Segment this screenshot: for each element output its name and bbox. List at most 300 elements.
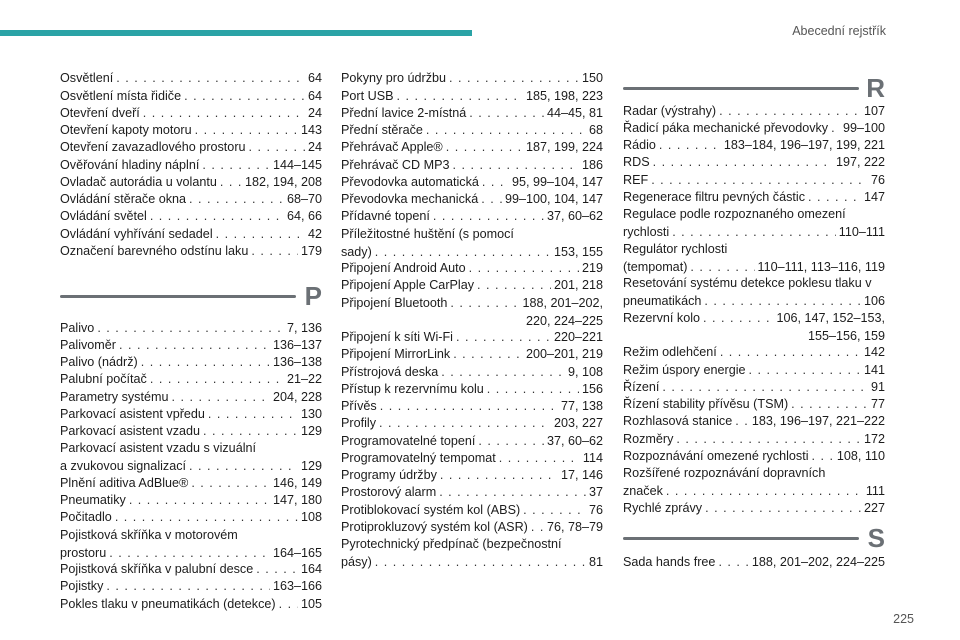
index-entry-label: Přehrávač Apple® [341,140,443,154]
index-entry-line [623,379,885,397]
index-entry-pages: 144–145 [272,158,322,172]
dot-leader [477,277,551,295]
dot-leader [109,545,270,563]
index-entry-pages: 68–70 [286,192,322,206]
index-entry-line [341,244,603,262]
index-entry-line [60,561,322,579]
index-entry-label: značek [623,483,663,498]
dot-leader [441,364,565,382]
dot-leader [150,208,284,226]
index-entry-label: pneumatikách [623,293,702,308]
index-entry-line [60,406,322,424]
index-entry-label: Připojení MirrorLink [341,347,451,361]
index-entry-line [60,226,322,244]
index-entry [60,389,322,407]
dot-leader [831,120,840,138]
index-entry-line [341,467,603,485]
index-entry-pages-continued: 220, 224–225 [525,313,603,328]
section-header-p [60,281,322,315]
page-header-title: Abecední rejstřík [792,24,886,38]
index-entry-line [341,295,603,313]
index-entry-pages: 106 [863,293,885,308]
index-entry-line [60,492,322,510]
dot-leader [256,561,298,579]
index-entry [60,208,322,226]
index-entry-label: Rozměry [623,432,674,446]
index-entry-pages: 204, 228 [272,390,322,404]
index-entry [623,275,885,310]
dot-leader [456,329,551,347]
dot-leader [531,519,544,537]
index-entry-label: Přední lavice 2-místná [341,106,467,120]
index-entry [341,277,603,295]
index-entry-pages: 164–165 [272,545,322,560]
index-entry [60,509,322,527]
index-entry-line [341,554,603,572]
dot-leader [220,174,242,192]
index-entry-label: Parkovací asistent vpředu [60,407,205,421]
dot-leader [115,509,298,527]
index-entry-label: Řízení stability přívěsu (TSM) [623,397,789,411]
dot-leader [397,88,523,106]
index-entry-line [60,208,322,226]
dot-leader [453,346,523,364]
section-header-r [623,73,885,107]
index-entry-label: Parametry systému [60,390,169,404]
index-entry-line [341,105,603,123]
index-entry [623,120,885,138]
dot-leader [482,174,509,192]
index-entry-label: Připojení k síti Wi-Fi [341,330,453,344]
index-entry-line [623,310,885,328]
index-entry-label: Pneumatiky [60,493,126,507]
dot-leader [446,139,523,157]
index-entry-line [341,139,603,157]
index-entry-line [341,484,603,502]
dot-leader [129,492,270,510]
index-entry-label: Parkovací asistent vzadu [60,424,201,438]
index-entry [60,440,322,475]
index-entry-line [60,389,322,407]
index-entry [341,450,603,468]
index-entry-line [623,500,885,518]
index-entry-pages: 164 [300,562,322,576]
index-entry-line [60,243,322,261]
dot-leader [812,448,834,466]
index-entry-line [341,329,603,347]
index-entry-label: Přístrojová deska [341,365,439,379]
index-entry-pages: 153, 155 [553,244,603,259]
dot-leader [704,293,861,311]
index-entry-label: Programovatelný tempomat [341,451,496,465]
dot-leader [720,344,861,362]
dot-leader [481,191,502,209]
index-entry-label: Regenerace filtru pevných částic [623,190,806,204]
index-entry-line [341,208,603,226]
index-entry-line [623,259,885,277]
dot-leader [749,362,861,380]
index-entry-label: sady) [341,244,372,259]
index-entry-pages: 163–166 [272,579,322,593]
index-entry [341,415,603,433]
index-entry [60,354,322,372]
index-entry [341,88,603,106]
index-entry [341,467,603,485]
index-entry-line [341,415,603,433]
index-entry-label: Režim odlehčení [623,345,717,359]
index-entry-label: Převodovka automatická [341,175,479,189]
index-entry-label: Palivoměr [60,338,116,352]
index-entry-label: Rozhlasová stanice [623,414,733,428]
index-entry-line [623,224,885,242]
index-entry-label: Ověřování hladiny náplní [60,158,200,172]
dot-leader [150,371,284,389]
dot-leader [651,172,868,190]
index-entry [341,174,603,192]
dot-leader [718,554,748,572]
index-entry-label: Palivo [60,321,95,335]
index-entry [60,174,322,192]
index-entry-pages: 77 [870,397,885,411]
index-entry-label: Palivo (nádrž) [60,355,138,369]
index-entry-pages: 106, 147, 152–153, [776,311,885,325]
index-entry-label: Protiprokluzový systém kol (ASR) [341,520,528,534]
index-entry [623,448,885,466]
index-entry-label: Rádio [623,138,656,152]
index-entry-line [341,364,603,382]
dot-leader [216,226,305,244]
dot-leader [653,154,833,172]
dot-leader [433,208,544,226]
index-entry-line [60,139,322,157]
index-entry-label: Řadicí páka mechanické převodovky [623,121,829,135]
section-letter: P [304,281,322,311]
index-entry [60,423,322,441]
index-entry-line [60,371,322,389]
index-entry [623,154,885,172]
index-entry-label: Otevření zavazadlového prostoru [60,140,246,154]
index-entry-pages: 172 [863,432,885,446]
index-entry-label: Osvětlení [60,71,114,85]
index-entry-line [623,362,885,380]
index-entry-pages: 37, 60–62 [546,209,603,223]
index-entry-text: Parkovací asistent vzadu s vizuální [60,441,256,455]
index-entry-label: Připojení Apple CarPlay [341,278,475,292]
section-letter: R [866,73,885,103]
index-entry-pages: 146, 149 [272,476,322,490]
index-entry-line [623,448,885,466]
index-entry-label: rychlosti [623,224,670,239]
index-entry-pages: 129 [300,424,322,438]
index-entry-line [60,70,322,88]
page-number: 225 [893,612,914,626]
dot-leader [208,406,298,424]
index-entry [60,70,322,88]
index-entry-line [341,191,603,209]
index-entry-line [623,554,885,572]
index-entry-pages-continued: 155–156, 159 [807,328,885,343]
index-entry [341,433,603,451]
index-entry-pages: 76 [870,173,885,187]
index-entry-pages: 64 [307,71,322,85]
index-entry-pages: 42 [307,227,322,241]
dot-leader [249,139,305,157]
index-entry-line [623,137,885,155]
index-entry [60,578,322,596]
index-entry-label: pásy) [341,554,372,569]
index-entry-line [60,105,322,123]
dot-leader [808,189,861,207]
index-entry-pages: 150 [581,71,603,85]
dot-leader [791,396,868,414]
index-entry-pages: 81 [588,554,603,569]
index-entry [623,103,885,121]
index-entry-line [623,154,885,172]
index-entry-label: Pokyny pro údržbu [341,71,447,85]
index-entry [623,554,885,572]
dot-leader [191,475,270,493]
dot-leader [676,431,861,449]
dot-leader [703,310,773,328]
dot-leader [478,433,544,451]
index-entry-line [60,475,322,493]
index-entry-line [341,70,603,88]
dot-leader [690,259,754,277]
dot-leader [380,398,558,416]
index-entry-line [60,423,322,441]
dot-leader [375,554,586,572]
index-entry [341,398,603,416]
dot-leader [189,191,284,209]
index-entry-pages: 7, 136 [286,321,322,335]
index-entry-pages: 108 [300,510,322,524]
index-entry-label: prostoru [60,545,107,560]
index-entry-text: Pyrotechnický předpínač (bezpečnostní [341,537,562,551]
dot-leader [251,243,298,261]
index-entry-label: Ovládání vyhřívání sedadel [60,227,213,241]
index-entry-pages: 220–221 [553,330,603,344]
index-entry [341,260,603,278]
index-entry-pages: 186 [581,158,603,172]
index-entry-pages: 136–138 [272,355,322,369]
index-entry-pages: 24 [307,140,322,154]
dot-leader [659,137,721,155]
index-entry [60,191,322,209]
dot-leader [662,379,868,397]
dot-leader [469,260,579,278]
dot-leader [171,389,269,407]
index-entry-label: Pojistky [60,579,104,593]
index-entry-line [623,172,885,190]
index-entry-label: Pokles tlaku v pneumatikách (detekce) [60,597,276,611]
index-entry [60,243,322,261]
index-entry-pages: 227 [863,501,885,515]
index-entry-label: Přídavné topení [341,209,430,223]
index-entry-text: Regulace podle rozpoznaného omezení [623,207,846,221]
index-entry [623,241,885,276]
index-entry-pages: 197, 222 [835,155,885,169]
index-entry [60,320,322,338]
index-entry-line [60,88,322,106]
index-entry-pages: 141 [863,363,885,377]
index-entry-label: Rychlé zprávy [623,501,703,515]
index-entry-label: Profily [341,416,376,430]
dot-leader [116,70,305,88]
index-entry [341,519,603,537]
dot-leader [195,122,298,140]
index-entry [341,329,603,347]
index-entry-pages: 185, 198, 223 [525,89,603,103]
dot-leader [705,500,861,518]
dot-leader [141,354,270,372]
index-entry-pages: 219 [581,261,603,275]
index-entry-label: Pojistková skříňka v palubní desce [60,562,254,576]
index-entry [341,536,603,571]
section-letter: S [867,523,885,553]
index-entry-pages: 64 [307,89,322,103]
index-entry-label: (tempomat) [623,259,688,274]
index-entry [623,189,885,207]
index-entry-pages: 77, 138 [560,399,603,413]
header-accent-bar [0,30,472,36]
index-entry-label: Otevření dveří [60,106,140,120]
dot-leader [440,467,558,485]
index-entry-label: Sada hands free [623,555,716,569]
dot-leader [666,483,863,501]
index-entry-pages: 188, 201–202, 224–225 [751,555,885,569]
index-entry [341,484,603,502]
index-entry-label: Připojení Android Auto [341,261,466,275]
dot-leader [189,458,298,476]
index-entry [623,206,885,241]
dot-leader [143,105,305,123]
index-entry-line [623,396,885,414]
dot-leader [106,578,270,596]
dot-leader [375,244,551,262]
index-entry [623,413,885,431]
index-entry-pages: 105 [300,597,322,611]
index-entry [60,371,322,389]
index-entry [341,208,603,226]
index-entry-text: Rozšířené rozpoznávání dopravních [623,466,826,480]
index-entry [341,226,603,261]
index-entry-label: Programy údržby [341,468,437,482]
index-entry-line [60,337,322,355]
index-entry-pages: 114 [582,451,603,465]
index-entry-label: Ovládání stěrače okna [60,192,187,206]
index-entry-label: Počitadlo [60,510,112,524]
index-entry-line [60,596,322,614]
index-entry [341,105,603,123]
index-entry-label: Prostorový alarm [341,485,437,499]
index-entry-label: Přehrávač CD MP3 [341,158,450,172]
index-entry-line [341,260,603,278]
index-entry [623,500,885,518]
index-entry-label: Palubní počítač [60,372,147,386]
index-entry-label: Ovládání světel [60,209,147,223]
index-entry-label: Převodovka mechanická [341,192,479,206]
index-entry-pages: 182, 194, 208 [244,175,322,189]
index-entry-label: Port USB [341,89,394,103]
index-entry-pages: 76 [588,503,603,517]
index-entry [623,465,885,500]
index-entry-label: Přední stěrače [341,123,423,137]
section-rule [623,87,859,90]
index-entry-line [623,483,885,501]
index-entry-line [60,545,322,563]
index-entry [341,381,603,399]
index-entry [623,172,885,190]
dot-leader [719,103,861,121]
index-entry-line [623,103,885,121]
index-entry [341,502,603,520]
index-entry-label: Připojení Bluetooth [341,296,448,310]
dot-leader [672,224,836,242]
index-entry [341,364,603,382]
index-entry-label: Řízení [623,380,660,394]
section-rule [60,295,296,298]
dot-leader [184,88,305,106]
index-entry [60,139,322,157]
index-entry [60,122,322,140]
index-entry-line [623,431,885,449]
index-entry-pages: 17, 146 [560,468,603,482]
index-entry [623,344,885,362]
index-entry [623,396,885,414]
index-entry-label: Otevření kapoty motoru [60,123,192,137]
index-entry-pages: 183, 196–197, 221–222 [751,414,885,428]
index-entry [60,337,322,355]
index-entry-line [623,189,885,207]
dot-leader [735,413,749,431]
index-entry-line [341,88,603,106]
index-entry-label: Rozpoznávání omezené rychlosti [623,449,809,463]
index-entry-pages: 64, 66 [286,209,322,223]
index-entry [60,157,322,175]
dot-leader [487,381,579,399]
index-entry-label: Přívěs [341,399,377,413]
index-entry [60,88,322,106]
index-entry-pages: 143 [300,123,322,137]
dot-leader [97,320,284,338]
dot-leader [523,502,586,520]
index-entry [623,379,885,397]
index-entry-pages: 37 [588,485,603,499]
index-entry-line [623,120,885,138]
index-entry-pages: 95, 99–104, 147 [511,175,603,189]
index-entry-label: Radar (výstrahy) [623,104,717,118]
index-entry-label: Protiblokovací systém kol (ABS) [341,503,521,517]
dot-leader [379,415,551,433]
index-entry-line [341,398,603,416]
index-entry-line [341,174,603,192]
index-entry-line [60,458,322,476]
index-entry-line [341,277,603,295]
index-entry-line [341,433,603,451]
index-entry-label: a zvukovou signalizací [60,458,187,473]
dot-leader [439,484,586,502]
dot-leader [203,423,298,441]
index-entry [60,406,322,424]
index-entry-label: Plnění aditiva AdBlue® [60,476,189,490]
index-entry-text: Příležitostné huštění (s pomocí [341,227,514,241]
index-entry-pages: 129 [300,458,322,473]
index-entry-pages: 99–100, 104, 147 [504,192,603,206]
index-entry-label: RDS [623,155,650,169]
dot-leader [279,596,298,614]
index-entry [623,310,885,345]
section-rule [623,537,859,540]
